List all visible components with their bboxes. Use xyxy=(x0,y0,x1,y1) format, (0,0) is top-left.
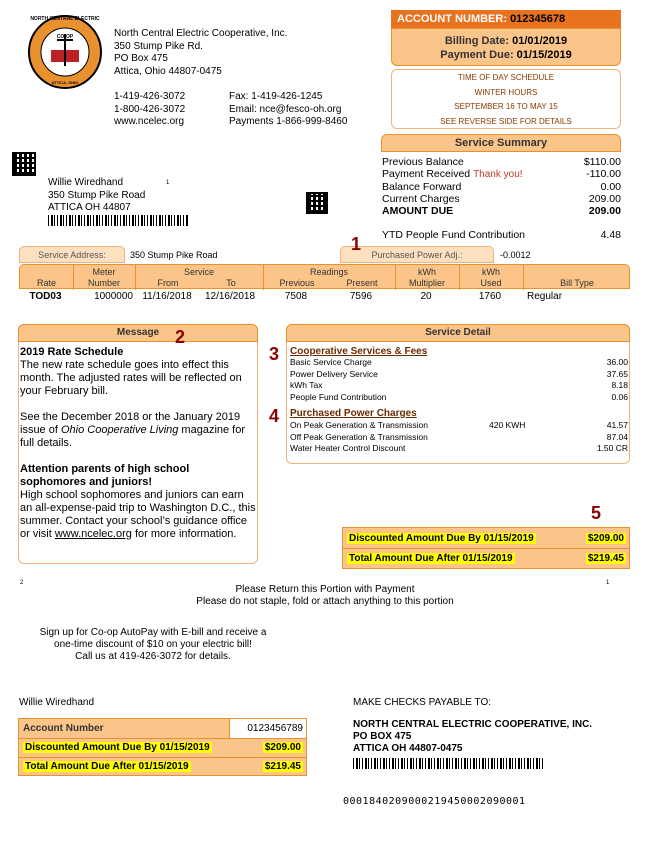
marker-4: 4 xyxy=(269,406,280,426)
schedule-box xyxy=(391,69,621,129)
meter-row xyxy=(19,289,630,305)
ytd-label: YTD People Fund Contribution xyxy=(382,229,525,241)
company-contacts-left xyxy=(114,91,185,129)
service-address-label: Service Address: xyxy=(38,250,106,260)
datamatrix-icon xyxy=(306,192,328,214)
company-address-1: 350 Stump Pike Rd. xyxy=(114,40,203,52)
magazine-title: Ohio Cooperative Living xyxy=(60,424,179,436)
service-address: 350 Stump Pike Road xyxy=(130,250,218,260)
customer-street: 350 Stump Pike Road xyxy=(48,189,146,201)
ppa-label: Purchased Power Adj.: xyxy=(371,250,463,260)
customer-city: ATTICA OH 44807 xyxy=(48,202,131,213)
stub-disc-row: Discounted Amount Due By 01/15/2019 $209.00 xyxy=(19,738,306,757)
col-meter-2: Number xyxy=(87,278,120,288)
ppa-value: -0.0012 xyxy=(500,250,531,260)
previous-value: 7508 xyxy=(284,291,308,302)
company-address-2: PO Box 475 xyxy=(114,53,168,64)
total-due-label: Total Amount Due After 01/15/2019 xyxy=(349,553,513,564)
col-kwh-2: kWh xyxy=(482,267,500,277)
payment-due-date: 01/15/2019 xyxy=(516,49,572,61)
thank-you-note: Thank you! xyxy=(473,169,523,180)
previous-balance: $110.00 xyxy=(583,156,621,168)
message-header: Message xyxy=(18,324,258,342)
payee-barcode xyxy=(353,758,543,769)
stub-total-row: Total Amount Due After 01/15/2019 $219.45 xyxy=(19,757,306,775)
website-link[interactable]: www.ncelec.org xyxy=(54,528,132,540)
bill-type-value: Regular xyxy=(527,291,563,302)
schedule-line-2: WINTER HOURS xyxy=(474,87,538,97)
col-multiplier: Multiplier xyxy=(408,278,445,288)
marker-1: 1 xyxy=(351,234,362,254)
payment-received-label: Payment Received xyxy=(382,168,471,180)
payment-due-label: Payment Due: xyxy=(440,49,514,61)
balance-forward-label: Balance Forward xyxy=(382,181,462,193)
billing-dates-box xyxy=(391,28,621,66)
total-due-amount: $219.45 xyxy=(587,553,624,564)
schedule-line-4: SEE REVERSE SIDE FOR DETAILS xyxy=(440,116,572,126)
marker-3: 3 xyxy=(269,344,280,364)
page-mark-left: 2 xyxy=(20,580,24,586)
billing-date-label: Billing Date: xyxy=(444,35,510,47)
payment-received: -110.00 xyxy=(586,168,621,180)
service-summary xyxy=(382,156,621,217)
company-logo xyxy=(27,14,103,90)
current-charges: 209.00 xyxy=(588,193,621,205)
ytd-value: 4.48 xyxy=(600,229,621,241)
account-number-label: ACCOUNT NUMBER: xyxy=(397,13,507,25)
company-contacts-right xyxy=(229,91,347,129)
autopay-promo: Sign up for Co-op AutoPay with E-bill and receive a one-time discount of $10 on your electric bill! Call us at 419-426-3072 for details. xyxy=(39,627,267,662)
logo-text-top: NORTH CENTRAL ELECTRIC xyxy=(30,16,100,22)
multiplier-value: 20 xyxy=(420,291,432,302)
logo-text-bottom: ATTICA, OHIO xyxy=(51,80,79,85)
payable-to-label: MAKE CHECKS PAYABLE TO: xyxy=(353,697,492,708)
ytd-row xyxy=(382,229,621,241)
kwh-used-value: 1760 xyxy=(478,291,502,302)
coop-services-title: Cooperative Services & Fees xyxy=(290,346,428,357)
phone-1: 1-419-426-3072 xyxy=(114,91,186,102)
col-service: Service xyxy=(183,267,214,277)
postal-barcode xyxy=(48,215,188,226)
account-number-value: 012345678 xyxy=(510,13,566,25)
schedule-line-1: TIME OF DAY SCHEDULE xyxy=(457,73,555,82)
phone-2: 1-800-426-3072 xyxy=(114,103,186,115)
purchased-power-list: On Peak Generation & Transmission 420 KWH 41.57 Off Peak Generation & Transmission 87.04 Water Heater Control Discount 1.50 CR xyxy=(290,420,628,453)
col-readings: Readings xyxy=(309,267,349,277)
billing-date: 01/01/2019 xyxy=(512,35,568,47)
service-summary-header: Service Summary xyxy=(381,134,621,152)
purchased-power-title: Purchased Power Charges xyxy=(290,408,417,419)
from-value: 11/16/2018 xyxy=(142,291,192,302)
col-from: From xyxy=(157,278,179,288)
customer-address xyxy=(48,177,145,215)
micr-line: 0001840209000219450002090001 xyxy=(343,796,526,807)
company-address-3: Attica, Ohio 44807-0475 xyxy=(114,65,222,77)
stub-account-number: 0123456789 xyxy=(229,719,306,738)
payee-address: NORTH CENTRAL ELECTRIC COOPERATIVE, INC. PO BOX 475 ATTICA OH 44807-0475 xyxy=(353,719,593,754)
col-rate: Rate xyxy=(36,278,56,288)
sequence-number: 1 xyxy=(166,180,170,186)
logo-text-coop: CO-OP xyxy=(56,34,74,40)
current-charges-label: Current Charges xyxy=(382,193,460,205)
meter-table xyxy=(19,264,630,305)
message-heading-1: 2019 Rate Schedule xyxy=(20,346,124,358)
marker-5: 5 xyxy=(591,503,602,523)
message-paragraph-2: See the December 2018 or the January 2019 issue of Ohio Cooperative Living magazine for full details. xyxy=(20,411,246,449)
to-value: 12/16/2018 xyxy=(204,291,256,302)
stub-account-box xyxy=(18,718,307,776)
message-body xyxy=(20,346,256,541)
col-present: Present xyxy=(346,278,378,288)
previous-balance-label: Previous Balance xyxy=(382,156,464,168)
coop-services-list: Basic Service Charge 36.00 Power Delivery Service 37.65 kWh Tax 8.18 People Fund Contribution 0.06 xyxy=(290,357,628,402)
amount-due-label: AMOUNT DUE xyxy=(382,205,454,217)
fax: Fax: 1-419-426-1245 xyxy=(229,91,323,102)
service-detail-header: Service Detail xyxy=(286,324,630,342)
rate-value: TOD03 xyxy=(29,291,62,302)
col-to: To xyxy=(226,278,236,288)
col-used: Used xyxy=(480,278,502,288)
company-website[interactable]: www.ncelec.org xyxy=(114,116,185,127)
ppa-box xyxy=(340,246,494,263)
col-previous: Previous xyxy=(279,278,315,288)
present-value: 7596 xyxy=(349,291,373,302)
payments-phone: Payments 1-866-999-8460 xyxy=(229,116,348,127)
stub-customer-name: Willie Wiredhand xyxy=(19,697,95,708)
email: Email: nce@fesco-oh.org xyxy=(229,103,342,115)
amount-due: 209.00 xyxy=(588,205,621,217)
meter-number-value: 1000000 xyxy=(94,291,133,302)
message-paragraph-3: High school sophomores and juniors can earn an all-expense-paid trip to Washington D.C., this summer. Contact your school’s guidance office or visit www.ncelec.org for more information. xyxy=(20,489,256,540)
message-paragraph-1: The new rate schedule goes into effect this month. The adjusted rates will be reflected on your February bill. xyxy=(20,359,242,397)
message-heading-2: Attention parents of high school sophomores and juniors! xyxy=(20,463,190,488)
stub-account-label-cell: Account Number xyxy=(19,719,229,738)
return-instructions: Please Return this Portion with Payment Please do not staple, fold or attach anything to this portion xyxy=(196,584,454,607)
account-number-bar xyxy=(391,10,621,28)
amount-due-box xyxy=(342,527,630,569)
customer-name: Willie Wiredhand xyxy=(48,177,124,188)
discounted-due-label: Discounted Amount Due By 01/15/2019 xyxy=(349,533,534,544)
col-meter-1: Meter xyxy=(92,267,116,277)
qr-code-icon xyxy=(12,152,36,176)
service-address-box xyxy=(19,246,125,263)
schedule-line-3: SEPTEMBER 16 TO MAY 15 xyxy=(454,102,558,111)
col-kwh-1: kWh xyxy=(418,267,436,277)
balance-forward: 0.00 xyxy=(600,181,621,193)
company-info xyxy=(114,28,287,78)
company-name: North Central Electric Cooperative, Inc. xyxy=(114,28,288,39)
marker-2: 2 xyxy=(175,327,186,347)
page-mark-right: 1 xyxy=(606,580,610,586)
discounted-due-amount: $209.00 xyxy=(587,533,624,544)
col-bill-type: Bill Type xyxy=(560,278,594,288)
